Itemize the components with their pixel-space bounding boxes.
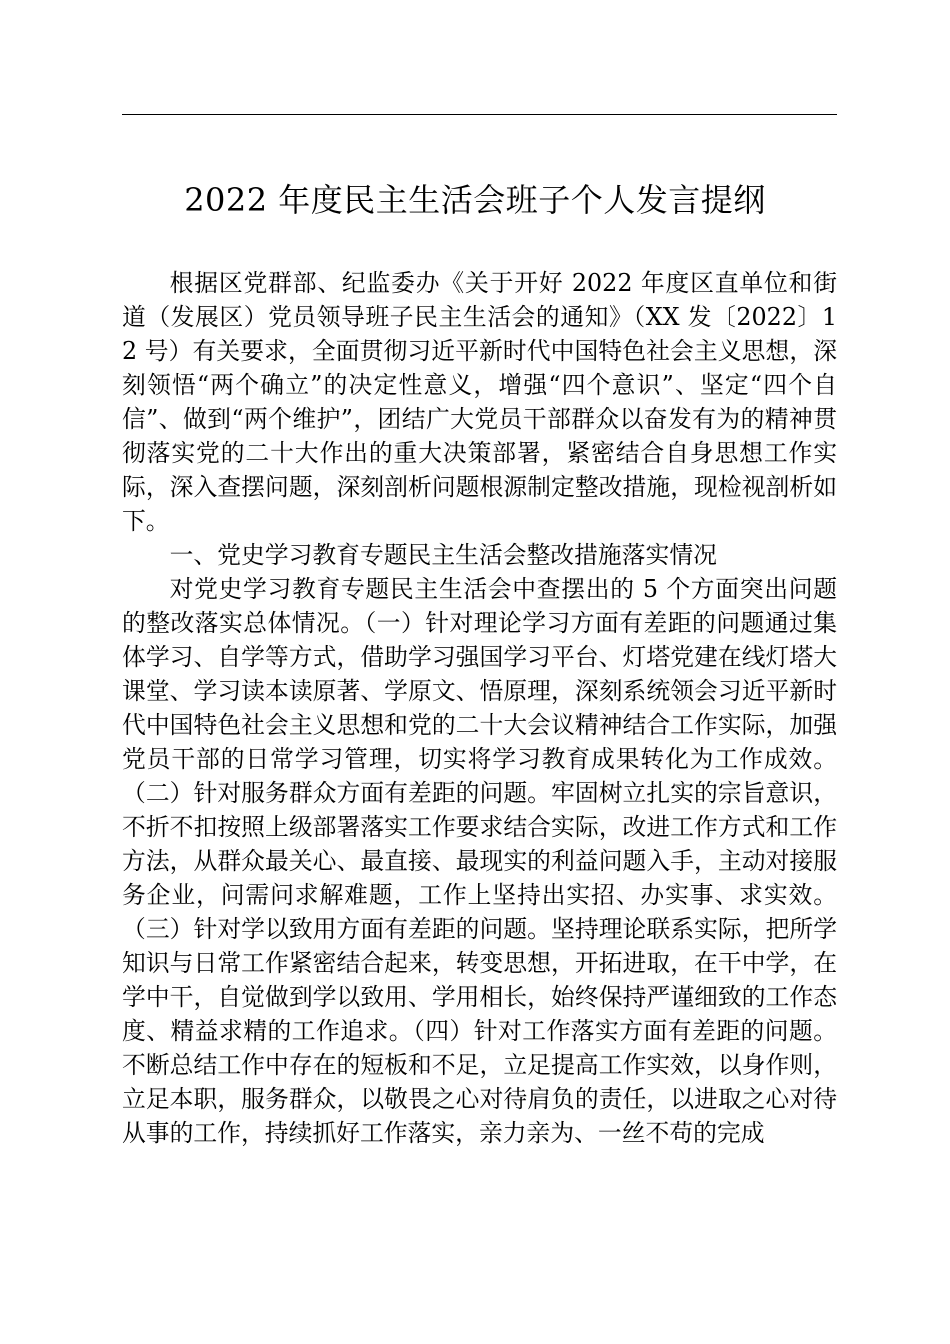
section-heading: 一、党史学习教育专题民主生活会整改措施落实情况 [169,541,717,569]
document-body [122,266,837,1150]
header-rule [122,114,837,115]
section-paragraph: 对党史学习教育专题民主生活会中查摆出的 5 个方面突出问题的整改落实总体情况。（一）针对理论学习方面有差距的问题通过集体学习、自学等方式，借助学习强国学习平台、灯塔党建在线灯塔大课堂、学习读本读原著、学原文、悟原理，深刻系统领会习近平新时代中国特色社会主义思想和党的二十大会议精神结合工作实际，加强党员干部的日常学习管理，切实将学习教育成果转化为工作成效。（二）针对服务群众方面有差距的问题。牢固树立扎实的宗旨意识，不折不扣按照上级部署落实工作要求结合实际，改进工作方式和工作方法，从群众最关心、最直接、最现实的利益问题入手，主动对接服务企业，问需问求解难题，工作上坚持出实招、办实事、求实效。（三）针对学以致用方面有差距的问题。坚持理论联系实际，把所学知识与日常工作紧密结合起来，转变思想，开拓进取，在干中学，在学中干，自觉做到学以致用、学用相长，始终保持严谨细致的工作态度、精益求精的工作追求。（四）针对工作落实方面有差距的问题。不断总结工作中存在的短板和不足，立足提高工作实效，以身作则，立足本职，服务群众，以敬畏之心对待肩负的责任，以进取之心对待从事的工作，持续抓好工作落实，亲力亲为、一丝不苟的完成 [122,575,837,1147]
document-title: 2022 年度民主生活会班子个人发言提纲 [184,181,766,219]
intro-paragraph: 根据区党群部、纪监委办《关于开好 2022 年度区直单位和街道（发展区）党员领导班子民主生活会的通知》（XX 发〔2022〕12 号）有关要求，全面贯彻习近平新时代中国特色社会主义思想，深刻领悟“两个确立”的决定性意义，增强“四个意识”、坚定“四个自信”、做到“两个维护”，团结广大党员干部群众以奋发有为的精神贯彻落实党的二十大作出的重大决策部署，紧密结合自身思想工作实际，深入查摆问题，深刻剖析问题根源制定整改措施，现检视剖析如下。 [122,269,837,535]
